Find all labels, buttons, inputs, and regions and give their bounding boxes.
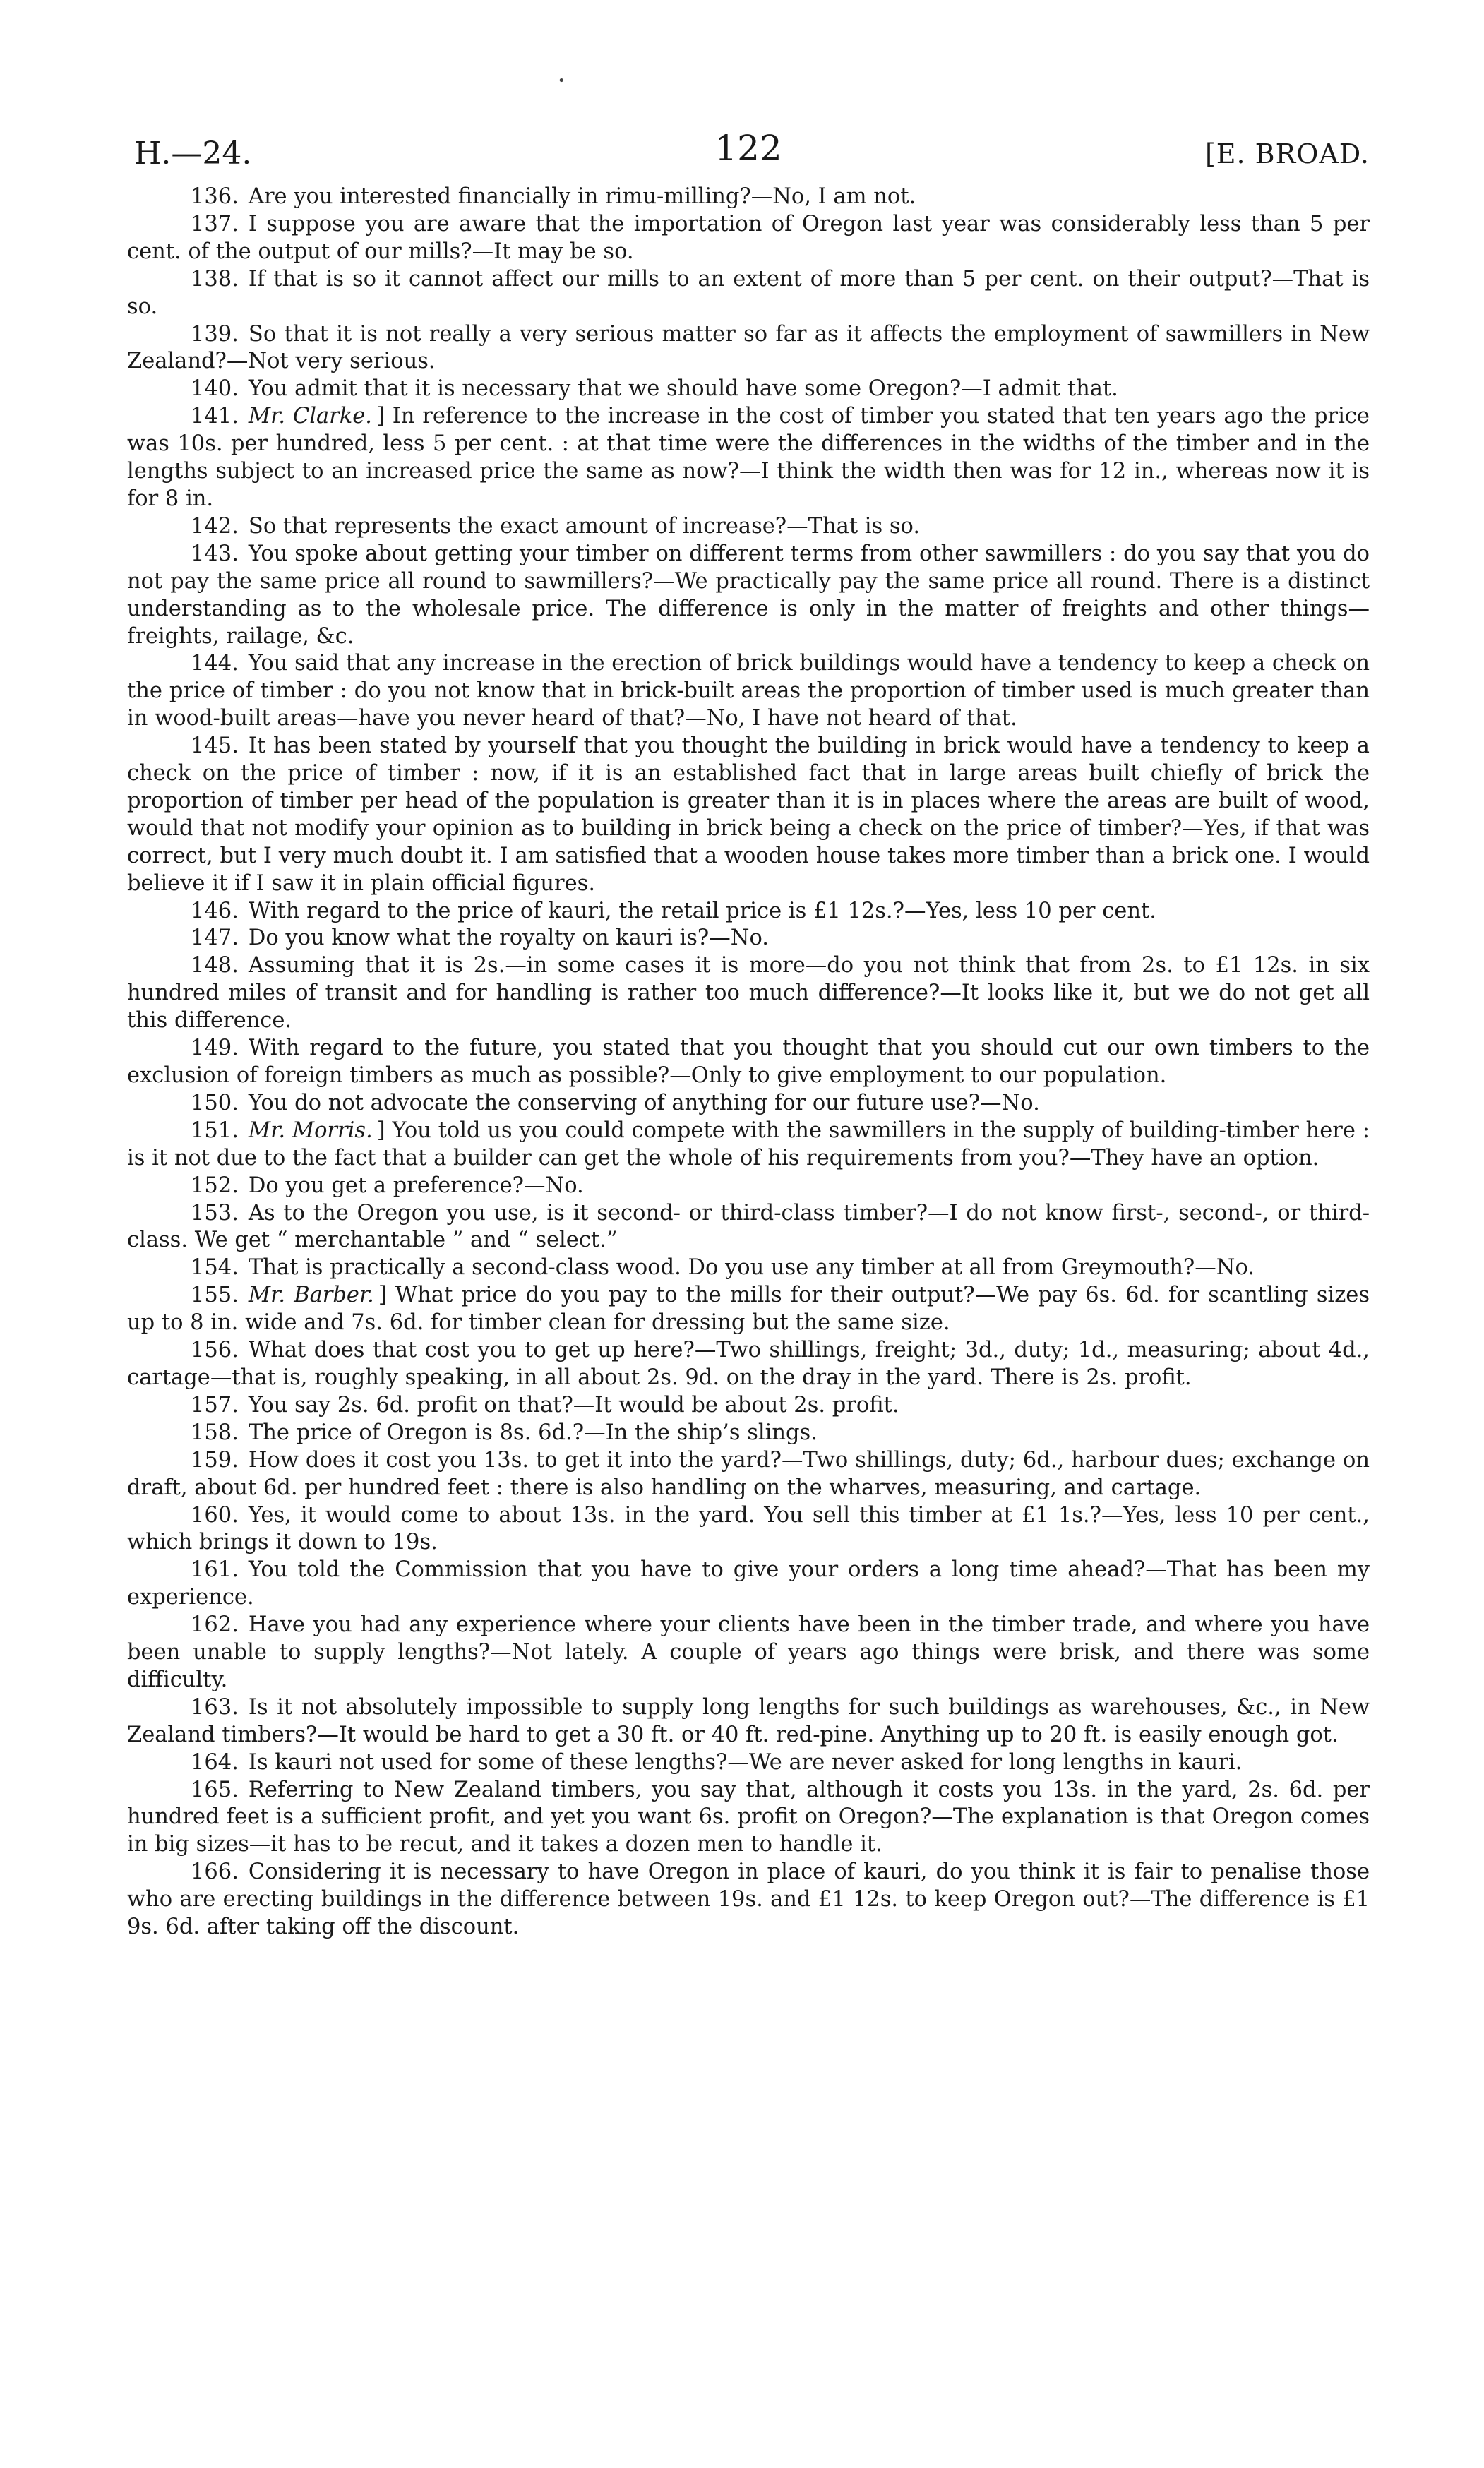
speaker-name: Mr. Morris. — [248, 1118, 373, 1143]
witness-name: [E. BROAD. — [1204, 138, 1370, 169]
question-answer-text: Is it not absolutely impossible to supply long lengths for such buildings as warehouses, &c., in New Zealand timbers?—It would be hard to get a 30 ft. or 40 ft. red-pine. Anything up to 20 ft. is easily enough got. — [127, 1694, 1370, 1747]
question-paragraph — [127, 1694, 1370, 1749]
page-speck: • — [558, 73, 566, 88]
question-answer-text: You do not advocate the conserving of anything for our future use?—No. — [248, 1090, 1040, 1115]
question-paragraph — [127, 1200, 1370, 1255]
question-paragraph — [127, 1035, 1370, 1090]
question-number: 157. — [191, 1392, 239, 1418]
page-header — [127, 127, 1370, 184]
question-answer-text: Considering it is necessary to have Oregon in place of kauri, do you think it is fair to penalise those who are erecting buildings in the difference between 19s. and £1 12s. to keep Oregon out?—The difference is £1 9s. 6d. after taking off the discount. — [127, 1859, 1370, 1940]
question-answer-text: With regard to the future, you stated that you thought that you should cut our own timbers to the exclusion of foreign timbers as much as possible?—Only to give employment to our population. — [127, 1036, 1370, 1088]
question-number: 143. — [191, 541, 239, 566]
document-page — [127, 127, 1370, 1941]
question-number: 139. — [191, 321, 239, 347]
question-paragraph — [127, 898, 1370, 926]
question-paragraph — [127, 650, 1370, 733]
question-number: 149. — [191, 1036, 239, 1061]
evidence-body — [127, 184, 1370, 1941]
question-paragraph — [127, 376, 1370, 403]
question-answer-text: You said that any increase in the erection of brick buildings would have a tendency to keep a check on the price of timber : do you not know that in brick-built areas the proportion of timber used is much greater than in wood-built areas—have you never heard of that?—No, I have not heard of that. — [127, 651, 1370, 731]
question-paragraph — [127, 1502, 1370, 1557]
question-number: 153. — [191, 1200, 239, 1226]
question-answer-text: Yes, it would come to about 13s. in the yard. You sell this timber at £1 1s.?—Yes, less 10 per cent., which brings it down to 19s. — [127, 1502, 1370, 1555]
question-number: 140. — [191, 376, 239, 402]
question-number: 145. — [191, 733, 239, 759]
question-number: 146. — [191, 898, 239, 923]
question-paragraph — [127, 541, 1370, 651]
question-number: 141. — [191, 404, 239, 429]
question-number: 138. — [191, 266, 239, 292]
question-number: 136. — [191, 184, 239, 209]
question-number: 154. — [191, 1255, 239, 1281]
question-paragraph — [127, 211, 1370, 266]
question-paragraph — [127, 733, 1370, 897]
question-answer-text: So that represents the exact amount of increase?—That is so. — [248, 513, 921, 539]
question-number: 155. — [191, 1283, 239, 1308]
question-answer-text: In reference to the increase in the cost of timber you stated that ten years ago the price was 10s. per hundred, less 5 per cent. : at that time were the differences in the widths of the timber and in the lengths subject to an increased price the same as now?—I think the width then was for 12 in., whereas now it is for 8 in. — [127, 404, 1370, 511]
question-answer-text: I suppose you are aware that the importation of Oregon last year was considerably less than 5 per cent. of the output of our mills?—It may be so. — [127, 211, 1370, 264]
question-paragraph — [127, 1447, 1370, 1502]
question-paragraph — [127, 1254, 1370, 1282]
question-paragraph — [127, 184, 1370, 211]
question-number: 150. — [191, 1090, 239, 1115]
question-answer-text: You spoke about getting your timber on different terms from other sawmillers : do you say that you do not pay the same price all round to sawmillers?—We practically pay the same price all round. There is a distinct understanding as to the wholesale price. The difference is only in the matter of freights and other things—freights, railage, &c. — [127, 541, 1370, 649]
question-number: 165. — [191, 1777, 239, 1802]
question-number: 156. — [191, 1338, 239, 1363]
question-number: 162. — [191, 1612, 239, 1638]
question-answer-text: Have you had any experience where your clients have been in the timber trade, and where you have been unable to supply lengths?—Not lately. A couple of years ago things were brisk, and there was some difficulty. — [127, 1612, 1370, 1692]
question-number: 164. — [191, 1749, 239, 1775]
question-answer-text: So that it is not really a very serious matter so far as it affects the employment of sawmillers in New Zealand?—Not very serious. — [127, 321, 1370, 374]
question-number: 163. — [191, 1694, 239, 1720]
question-answer-text: Referring to New Zealand timbers, you say that, although it costs you 13s. in the yard, 2s. 6d. per hundred feet is a sufficient profit, and yet you want 6s. profit on Oregon?—The explanation is that Oregon comes in big sizes—it has to be recut, and it takes a dozen men to handle it. — [127, 1777, 1370, 1857]
question-number: 166. — [191, 1859, 239, 1885]
question-answer-text: You told us you could compete with the sawmillers in the supply of building-timber here : is it not due to the fact that a builder can get the whole of his requirements from you?—They have an option. — [127, 1118, 1370, 1170]
question-paragraph — [127, 1392, 1370, 1420]
question-paragraph — [127, 1337, 1370, 1392]
question-answer-text: If that is so it cannot affect our mills to an extent of more than 5 per cent. on their output?—That is so. — [127, 266, 1370, 319]
question-number: 161. — [191, 1557, 239, 1583]
page-number: 122 — [714, 128, 782, 169]
question-number: 160. — [191, 1502, 239, 1528]
question-paragraph — [127, 1118, 1370, 1173]
question-answer-text: Is kauri not used for some of these lengths?—We are never asked for long lengths in kauri. — [248, 1749, 1243, 1775]
question-paragraph — [127, 1557, 1370, 1612]
question-answer-text: As to the Oregon you use, is it second- or third-class timber?—I do not know first-, second-, or third-class. We get “ merchantable ” and “ select.” — [127, 1200, 1370, 1253]
question-paragraph — [127, 1859, 1370, 1941]
question-number: 159. — [191, 1447, 239, 1473]
question-number: 151. — [191, 1118, 239, 1143]
paper-reference: H.—24. — [134, 136, 252, 172]
question-paragraph — [127, 321, 1370, 376]
question-paragraph — [127, 1420, 1370, 1447]
question-answer-text: What does that cost you to get up here?—Two shillings, freight; 3d., duty; 1d., measuring; about 4d., cartage—that is, roughly speaking, in all about 2s. 9d. on the dray in the yard. There is 2s. profit. — [127, 1338, 1370, 1390]
speaker-name: Mr. Clarke. — [248, 404, 372, 429]
question-answer-text: You admit that it is necessary that we should have some Oregon?—I admit that. — [248, 376, 1118, 402]
speaker-name: Mr. Barber. — [248, 1283, 374, 1308]
question-paragraph — [127, 952, 1370, 1035]
question-paragraph — [127, 1612, 1370, 1694]
question-paragraph — [127, 1749, 1370, 1777]
question-answer-text: It has been stated by yourself that you thought the building in brick would have a tendency to keep a check on the price of timber : now, if it is an established fact that in large areas built chiefly of brick the proportion of timber per head of the population is greater than it is in places where the areas are built of wood, would that not modify your opinion as to building in brick being a check on the price of timber?—Yes, if that was correct, but I very much doubt it. I am satisfied that a wooden house takes more timber than a brick one. I would believe it if I saw it in plain official figures. — [127, 733, 1370, 896]
speaker-wrap — [249, 404, 393, 429]
question-answer-text: What price do you pay to the mills for their output?—We pay 6s. 6d. for scantling sizes up to 8 in. wide and 7s. 6d. for timber clean for dressing but the same size. — [127, 1283, 1370, 1336]
question-number: 137. — [191, 211, 239, 236]
question-answer-text: That is practically a second-class wood. Do you use any timber at all from Greymouth?—No. — [248, 1255, 1255, 1281]
question-answer-text: Do you know what the royalty on kauri is?—No. — [248, 926, 769, 951]
question-answer-text: You told the Commission that you have to give your orders a long time ahead?—That has been my experience. — [127, 1557, 1370, 1610]
question-paragraph — [127, 1282, 1370, 1337]
question-answer-text: With regard to the price of kauri, the retail price is £1 12s.?—Yes, less 10 per cent. — [248, 898, 1156, 923]
question-paragraph — [127, 925, 1370, 952]
question-answer-text: How does it cost you 13s. to get it into the yard?—Two shillings, duty; 6d., harbour dues; exchange on draft, about 6d. per hundred feet : there is also handling on the wharves, measuring, and cartage. — [127, 1447, 1370, 1500]
speaker-wrap — [249, 1283, 395, 1307]
question-paragraph — [127, 1173, 1370, 1200]
question-number: 152. — [191, 1173, 239, 1198]
question-answer-text: The price of Oregon is 8s. 6d.?—In the ship’s slings. — [248, 1420, 818, 1445]
speaker-wrap — [249, 1118, 392, 1143]
question-paragraph — [127, 403, 1370, 513]
question-paragraph — [127, 266, 1370, 321]
question-answer-text: You say 2s. 6d. profit on that?—It would be about 2s. profit. — [248, 1392, 899, 1418]
question-answer-text: Do you get a preference?—No. — [248, 1173, 584, 1198]
question-paragraph — [127, 1777, 1370, 1859]
question-paragraph — [127, 513, 1370, 541]
question-number: 144. — [191, 651, 239, 676]
question-answer-text: Assuming that it is 2s.—in some cases it is more—do you not think that from 2s. to £1 12s. in six hundred miles of transit and for handling is rather too much difference?—It looks like it, but we do not get all this difference. — [127, 953, 1370, 1034]
question-number: 147. — [191, 926, 239, 951]
question-answer-text: Are you interested financially in rimu-milling?—No, I am not. — [248, 184, 916, 209]
question-number: 142. — [191, 513, 239, 539]
question-number: 158. — [191, 1420, 239, 1445]
question-paragraph — [127, 1090, 1370, 1118]
question-number: 148. — [191, 953, 239, 978]
